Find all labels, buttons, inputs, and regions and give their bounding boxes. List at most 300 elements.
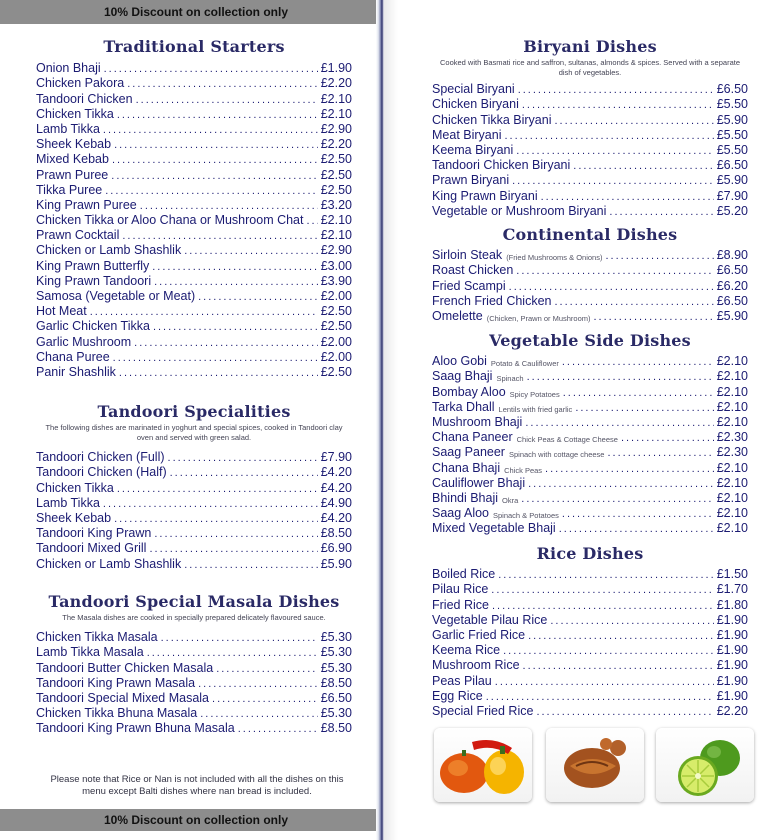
dot-leader	[117, 483, 318, 495]
section-traditional-starters	[36, 37, 352, 379]
dot-leader	[111, 170, 317, 182]
menu-item	[432, 688, 748, 703]
item-name: Sheek Kebab	[36, 137, 112, 152]
item-name: Garlic Fried Rice	[432, 627, 526, 642]
menu-item	[36, 242, 352, 257]
dot-leader	[492, 600, 714, 612]
item-note: Spinach	[496, 374, 524, 384]
item-name: Saag Bhaji	[432, 369, 493, 384]
dot-leader	[573, 160, 713, 172]
item-price: £5.30	[320, 660, 352, 675]
menu-item	[432, 262, 748, 277]
menu-item	[36, 90, 352, 105]
menu-item	[432, 157, 748, 172]
item-price: £2.50	[320, 319, 352, 334]
item-price: £8.50	[320, 675, 352, 690]
item-price: £1.90	[716, 627, 748, 642]
item-name: Bhindi Bhaji	[432, 490, 499, 505]
menu-item	[36, 690, 352, 705]
menu-item	[432, 459, 748, 474]
menu-item	[36, 151, 352, 166]
item-price: £4.90	[320, 495, 352, 510]
item-price: £2.00	[320, 349, 352, 364]
menu-item	[432, 353, 748, 368]
item-price: £2.10	[320, 213, 352, 228]
section-continental	[432, 225, 748, 323]
item-name: King Prawn Puree	[36, 197, 137, 212]
item-name: Saag Aloo	[432, 506, 489, 521]
item-note: Lentils with fried garlic	[498, 404, 573, 414]
item-name: Peas Pilau	[432, 673, 492, 688]
menu-list	[432, 247, 748, 323]
item-note: Chick Peas	[504, 465, 543, 475]
item-price: £2.10	[716, 460, 748, 475]
menu-list	[432, 81, 748, 218]
dot-leader	[518, 84, 714, 96]
menu-item	[432, 142, 748, 157]
item-name: King Prawn Butterfly	[36, 258, 150, 273]
item-note: Spinach & Potatoes	[493, 511, 559, 521]
item-price: £2.90	[320, 243, 352, 258]
section-title: Continental Dishes	[502, 225, 678, 244]
dot-leader	[562, 356, 714, 368]
menu-item	[432, 247, 748, 262]
dot-leader	[528, 630, 714, 642]
item-name: Garlic Chicken Tikka	[36, 319, 150, 334]
menu-item	[36, 273, 352, 288]
dot-leader	[114, 139, 318, 151]
section-tandoori-specialities	[36, 402, 352, 571]
dot-leader	[119, 367, 318, 379]
dot-leader	[516, 265, 713, 277]
item-price: £6.50	[716, 158, 748, 173]
dot-leader	[114, 513, 318, 525]
menu-item	[432, 414, 748, 429]
section-vegetable-sides	[432, 331, 748, 535]
item-price: £2.30	[716, 430, 748, 445]
menu-item	[36, 60, 352, 75]
dot-leader	[555, 115, 714, 127]
item-name: Sirloin Steak	[432, 248, 503, 263]
dot-leader	[140, 200, 318, 212]
section-title: Biryani Dishes	[523, 37, 657, 56]
item-name: Chicken Pakora	[36, 76, 125, 91]
item-name: Omelette	[432, 308, 483, 323]
dot-leader	[495, 676, 714, 688]
item-price: £2.50	[320, 364, 352, 379]
dot-leader	[103, 498, 318, 510]
dot-leader	[161, 632, 318, 644]
item-price: £8.90	[716, 248, 748, 263]
item-name: Cauliflower Bhaji	[432, 475, 526, 490]
food-photos	[434, 728, 780, 802]
menu-item	[36, 136, 352, 151]
item-name: Chicken or Lamb Shashlik	[36, 243, 182, 258]
menu-item	[36, 449, 352, 464]
menu-item	[36, 212, 352, 227]
item-name: Lamb Tikka	[36, 121, 100, 136]
dot-leader	[198, 291, 318, 303]
section-title: Tandoori Specialities	[97, 402, 291, 421]
dot-leader	[559, 523, 714, 535]
item-name: Mushroom Bhaji	[432, 414, 523, 429]
item-price: £1.90	[716, 643, 748, 658]
dot-leader	[184, 245, 318, 257]
item-price: £2.10	[320, 228, 352, 243]
dot-leader	[498, 569, 713, 581]
menu-item	[432, 642, 748, 657]
item-name: Onion Bhaji	[36, 61, 101, 76]
item-name: Tandoori Chicken (Half)	[36, 465, 167, 480]
dot-leader	[609, 206, 713, 218]
lime-photo	[656, 728, 754, 802]
item-name: Lamb Tikka Masala	[36, 645, 144, 660]
menu-item	[432, 520, 748, 535]
item-price: £2.50	[320, 152, 352, 167]
dot-leader	[504, 130, 713, 142]
dot-leader	[522, 99, 714, 111]
item-name: Chicken Tikka Biryani	[432, 112, 552, 127]
item-name: Tandoori Butter Chicken Masala	[36, 660, 214, 675]
menu-list	[36, 449, 352, 571]
item-price: £2.20	[320, 76, 352, 91]
item-price: £1.90	[716, 673, 748, 688]
item-name: Aloo Gobi	[432, 354, 487, 369]
item-price: £2.10	[320, 106, 352, 121]
item-price: £5.50	[716, 97, 748, 112]
item-name: Garlic Mushroom	[36, 334, 132, 349]
dot-leader	[105, 185, 317, 197]
item-price: £2.10	[716, 399, 748, 414]
item-name: Panir Shashlik	[36, 364, 116, 379]
dot-leader	[198, 678, 318, 690]
dot-leader	[212, 693, 318, 705]
item-price: £6.20	[716, 278, 748, 293]
item-name: Special Fried Rice	[432, 703, 534, 718]
menu-item	[432, 293, 748, 308]
dot-leader	[516, 145, 713, 157]
item-price: £5.30	[320, 645, 352, 660]
item-price: £2.10	[716, 475, 748, 490]
dot-leader	[528, 478, 714, 490]
dot-leader	[153, 321, 318, 333]
item-price: £4.20	[320, 480, 352, 495]
dot-leader	[541, 191, 714, 203]
menu-item	[36, 166, 352, 181]
dot-leader	[563, 387, 714, 399]
item-price: £1.90	[320, 61, 352, 76]
item-name: Prawn Cocktail	[36, 228, 120, 243]
item-name: King Prawn Biryani	[432, 188, 538, 203]
item-price: £3.20	[320, 197, 352, 212]
item-price: £2.00	[320, 334, 352, 349]
item-name: Vegetable Pilau Rice	[432, 612, 548, 627]
item-price: £5.90	[716, 112, 748, 127]
menu-item	[432, 96, 748, 111]
dot-leader	[521, 493, 713, 505]
menu-item	[432, 672, 748, 687]
menu-item	[36, 288, 352, 303]
dot-leader	[594, 311, 714, 323]
item-name: Mushroom Rice	[432, 658, 520, 673]
menu-item	[36, 495, 352, 510]
menu-item	[432, 657, 748, 672]
menu-item	[432, 111, 748, 126]
dot-leader	[149, 543, 317, 555]
item-name: Boiled Rice	[432, 567, 496, 582]
item-name: Tikka Puree	[36, 182, 103, 197]
section-description: The Masala dishes are cooked in specially prepared delicately flavoured sauce.	[62, 613, 326, 622]
menu-item	[432, 505, 748, 520]
item-name: Tandoori Mixed Grill	[36, 541, 147, 556]
menu-item	[36, 540, 352, 555]
item-name: Tandoori King Prawn Masala	[36, 675, 196, 690]
item-name: Vegetable or Mushroom Biryani	[432, 203, 607, 218]
menu-list	[432, 566, 748, 718]
item-price: £2.10	[716, 490, 748, 505]
dot-leader	[154, 528, 317, 540]
item-price: £2.90	[320, 121, 352, 136]
item-name: Tandoori King Prawn Bhuna Masala	[36, 721, 235, 736]
dot-leader	[512, 175, 714, 187]
section-title: Vegetable Side Dishes	[489, 331, 691, 350]
dot-leader	[575, 402, 713, 414]
item-price: £5.50	[716, 127, 748, 142]
menu-list	[36, 60, 352, 379]
item-name: Pilau Rice	[432, 582, 489, 597]
menu-item	[36, 349, 352, 364]
item-name: Tandoori King Prawn	[36, 526, 152, 541]
dot-leader	[147, 647, 318, 659]
peppers-photo	[434, 728, 532, 802]
item-price: £5.90	[716, 173, 748, 188]
item-name: King Prawn Tandoori	[36, 273, 152, 288]
dot-leader	[117, 109, 318, 121]
menu-item	[36, 333, 352, 348]
item-price: £6.90	[320, 541, 352, 556]
item-price: £2.10	[716, 384, 748, 399]
item-price: £2.10	[716, 506, 748, 521]
dot-leader	[216, 663, 318, 675]
item-name: Chana Bhaji	[432, 460, 501, 475]
item-price: £8.50	[320, 526, 352, 541]
item-name: Chicken Biryani	[432, 97, 519, 112]
menu-item	[36, 227, 352, 242]
menu-item	[36, 675, 352, 690]
item-price: £1.90	[716, 612, 748, 627]
menu-item	[36, 197, 352, 212]
menu-item	[432, 127, 748, 142]
item-price: £3.90	[320, 273, 352, 288]
item-note: Chick Peas & Cottage Cheese	[516, 435, 618, 445]
dot-leader	[90, 306, 318, 318]
dot-leader	[607, 447, 713, 459]
section-description: The following dishes are marinated in yoghurt and special spices, cooked in Tandoori clay oven and served with green salad.	[45, 423, 343, 442]
menu-item	[432, 444, 748, 459]
menu-item	[432, 703, 748, 718]
item-name: Special Biryani	[432, 82, 515, 97]
lime-icon	[656, 728, 754, 802]
menu-item	[432, 368, 748, 383]
dot-leader	[536, 706, 713, 718]
right-menu-page	[398, 0, 780, 840]
item-price: £1.90	[716, 658, 748, 673]
item-note: Spicy Potatoes	[509, 389, 560, 399]
menu-item	[432, 187, 748, 202]
item-price: £2.10	[716, 414, 748, 429]
menu-item	[432, 383, 748, 398]
item-price: £2.00	[320, 289, 352, 303]
rice-nan-footnote: Please note that Rice or Nan is not included with all the dishes on this menu except Balti dishes where nan bread is included.	[50, 774, 344, 797]
item-price: £1.80	[716, 597, 748, 612]
dot-leader	[200, 708, 318, 720]
dot-leader	[170, 467, 318, 479]
menu-item	[36, 364, 352, 379]
item-price: £5.30	[320, 630, 352, 645]
section-title: Traditional Starters	[103, 37, 285, 56]
dot-leader	[621, 432, 714, 444]
item-price: £7.90	[716, 188, 748, 203]
menu-item	[36, 303, 352, 318]
menu-item	[36, 629, 352, 644]
item-price: £5.50	[716, 142, 748, 157]
item-name: Chana Puree	[36, 349, 110, 364]
section-biryani	[432, 37, 748, 218]
dot-leader	[184, 559, 318, 571]
item-name: Tarka Dhall	[432, 399, 495, 414]
item-price: £6.50	[716, 293, 748, 308]
menu-item	[432, 612, 748, 627]
dot-leader	[104, 63, 318, 75]
menu-item	[432, 566, 748, 581]
dot-leader	[605, 250, 713, 262]
item-name: Fried Scampi	[432, 278, 506, 293]
item-name: Lamb Tikka	[36, 495, 100, 510]
item-name: Chicken Tikka Masala	[36, 630, 158, 645]
menu-item	[432, 627, 748, 642]
item-name: Prawn Puree	[36, 167, 109, 182]
item-price: £5.90	[320, 556, 352, 571]
menu-item	[432, 399, 748, 414]
item-name: Bombay Aloo	[432, 384, 506, 399]
item-name: Tandoori Chicken	[36, 91, 133, 106]
section-tandoori-masala	[36, 592, 352, 735]
dot-leader	[152, 261, 317, 273]
menu-list	[432, 353, 748, 535]
item-price: £4.20	[320, 465, 352, 480]
dot-leader	[527, 371, 714, 383]
item-price: £2.50	[320, 167, 352, 182]
dot-leader	[486, 691, 714, 703]
dot-leader	[136, 94, 318, 106]
item-name: Tandoori Special Mixed Masala	[36, 690, 210, 705]
dot-leader	[562, 508, 714, 520]
discount-banner-top: 10% Discount on collection only	[0, 0, 382, 24]
dot-leader	[168, 452, 318, 464]
menu-item	[36, 257, 352, 272]
item-note: Spinach with cottage cheese	[508, 450, 605, 460]
item-price: £1.70	[716, 582, 748, 597]
menu-item	[36, 479, 352, 494]
item-name: Keema Rice	[432, 643, 501, 658]
item-name: Meat Biryani	[432, 127, 502, 142]
item-price: £2.20	[320, 137, 352, 152]
dot-leader	[509, 281, 714, 293]
item-note: (Fried Mushrooms & Onions)	[506, 253, 603, 263]
item-name: Samosa (Vegetable or Meat)	[36, 289, 196, 303]
menu-item	[432, 475, 748, 490]
item-price: £5.90	[716, 308, 748, 323]
item-name: French Fried Chicken	[432, 293, 552, 308]
item-note: Potato & Cauliflower	[490, 359, 559, 369]
item-price: £2.10	[716, 354, 748, 369]
dot-leader	[503, 645, 714, 657]
item-price: £5.20	[716, 203, 748, 218]
item-price: £1.50	[716, 567, 748, 582]
menu-item	[36, 525, 352, 540]
menu-item	[36, 464, 352, 479]
dot-leader	[127, 78, 317, 90]
menu-item	[432, 429, 748, 444]
page-spine	[376, 0, 384, 840]
dot-leader	[525, 417, 713, 429]
item-name: Chicken Tikka	[36, 480, 114, 495]
section-title: Tandoori Special Masala Dishes	[48, 592, 340, 611]
menu-item	[36, 75, 352, 90]
dot-leader	[103, 124, 318, 136]
dot-leader	[307, 215, 318, 227]
menu-item	[432, 172, 748, 187]
item-price: £2.10	[716, 521, 748, 536]
dot-leader	[545, 463, 714, 475]
item-price: £2.10	[320, 91, 352, 106]
menu-item	[36, 510, 352, 525]
menu-item	[432, 596, 748, 611]
left-menu-page	[0, 0, 382, 840]
item-name: Hot Meat	[36, 304, 87, 319]
menu-list	[36, 629, 352, 735]
item-price: £4.20	[320, 510, 352, 525]
item-name: Tandoori Chicken (Full)	[36, 450, 165, 465]
item-price: £2.50	[320, 182, 352, 197]
menu-item	[432, 490, 748, 505]
discount-banner-bottom: 10% Discount on collection only	[0, 809, 382, 831]
item-name: Mixed Kebab	[36, 152, 109, 167]
menu-item	[36, 644, 352, 659]
item-price: £1.90	[716, 688, 748, 703]
item-price: £2.50	[320, 304, 352, 319]
dot-leader	[122, 230, 317, 242]
menu-item	[36, 182, 352, 197]
item-name: Egg Rice	[432, 688, 483, 703]
item-name: Tandoori Chicken Biryani	[432, 158, 571, 173]
peppers-icon	[434, 728, 532, 802]
section-description: Cooked with Basmati rice and saffron, sultanas, almonds & spices. Served with a separate dish of vegetables.	[439, 58, 740, 77]
menu-item	[36, 659, 352, 674]
nuts-photo	[546, 728, 644, 802]
item-name: Mixed Vegetable Bhaji	[432, 521, 556, 536]
item-name: Fried Rice	[432, 597, 489, 612]
menu-item	[36, 705, 352, 720]
item-price: £2.30	[716, 445, 748, 460]
section-rice	[432, 544, 748, 718]
dot-leader	[154, 276, 318, 288]
item-name: Roast Chicken	[432, 263, 514, 278]
item-name: Chana Paneer	[432, 430, 513, 445]
item-price: £6.50	[716, 82, 748, 97]
item-price: £5.30	[320, 706, 352, 721]
item-note: Okra	[502, 495, 519, 505]
